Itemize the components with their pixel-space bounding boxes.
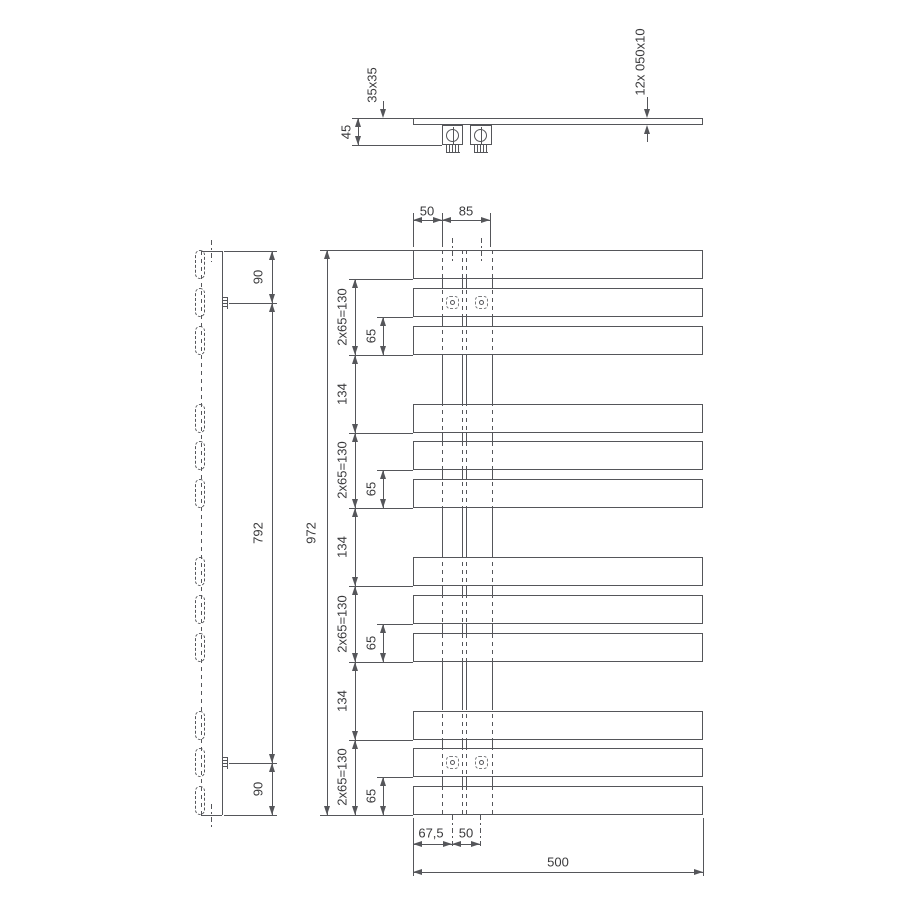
dim-chain-arrow [352,433,358,442]
label-front-bottom-50: 50 [458,825,474,841]
ext-line [377,317,413,318]
dim-chain-arrow [352,662,358,671]
dim-65-arrow [380,499,386,508]
side-thread-nipple [222,757,229,769]
collector-tube-visible-segment [442,470,443,479]
label-chain-2: 2x65=130 [334,441,350,500]
ext-line [349,586,413,587]
dim-chain-line [355,662,356,740]
front-port-circle [479,300,484,305]
collector-tube-visible-segment [466,624,467,633]
dim-65-arrow [380,346,386,355]
side-thread-nipple [222,297,229,309]
label-chain-1: 134 [334,382,350,405]
collector-tube-visible-segment [442,777,443,786]
dim-bottom-arrow [452,841,461,847]
front-flat-bar [413,711,703,740]
ext-line [377,470,413,471]
ext-line [703,818,704,876]
collector-tube-visible-segment [442,279,443,288]
dim-side-90b-arrow [269,763,275,772]
label-front-top-85: 85 [458,203,474,219]
dim-top-line [413,220,490,221]
dim-chain-line [355,508,356,586]
collector-tube-visible-segment [462,433,463,442]
collector-tube-visible-segment [442,433,443,442]
port-centerline [481,238,482,263]
port-centerline [452,238,453,263]
front-flat-bar [413,786,703,815]
collector-tube-visible-segment [462,470,463,479]
ext-line [377,777,413,778]
ext-line [349,355,413,356]
label-tube-size: 35x35 [364,67,379,103]
leader-35x35-arrow [380,109,386,118]
front-port-circle [479,760,484,765]
dim-bottom-arrow [471,841,480,847]
dim-65-arrow [380,653,386,662]
label-front-top-50: 50 [419,203,435,219]
dim-bottom-arrow [413,841,422,847]
label-side-792: 792 [250,522,266,544]
collector-tube-visible-segment [442,317,443,326]
dim-chain-arrow [352,586,358,595]
collector-tube-visible-segment [466,586,467,595]
collector-tube-visible-segment [492,433,493,442]
dim-chain-arrow [352,279,358,288]
label-bar-spec: 12x 050x10 [632,28,648,96]
dim-65-arrow [380,317,386,326]
label-chain-0: 2x65=130 [334,288,350,346]
ext-line-45-bottom [352,145,442,146]
collector-tube-visible-segment [492,470,493,479]
dim-972-arrow [324,250,330,259]
side-collector-right [222,251,223,815]
dim-500-arrow [694,869,703,875]
label-chain-3: 134 [334,536,350,558]
dim-side-792-arrow [269,303,275,312]
dim-chain-arrow [352,653,358,662]
dim-chain-arrow [352,806,358,815]
dim-chain-line [355,355,356,433]
collector-tube-visible-segment [442,740,443,749]
collector-tube-visible-segment [466,740,467,749]
collector-tube-visible-segment [492,740,493,749]
dim-chain-arrow [352,508,358,517]
label-front-500: 500 [547,854,569,869]
collector-tube-visible-segment [462,662,463,711]
collector-tube-visible-segment [442,662,443,711]
dim-972-arrow [324,806,330,815]
dim-side-792-arrow [269,754,275,763]
dim-side-90-arrow [269,251,275,260]
label-side-90-bottom: 90 [250,781,266,797]
top-view-port-centerline [453,127,454,144]
dim-chain-arrow [352,355,358,364]
top-view-thread-nipple [446,145,460,153]
dim-chain-arrow [352,577,358,586]
collector-tube-visible-segment [466,777,467,786]
leader-barspec-arrow [644,125,650,134]
collector-tube-visible-segment [462,508,463,557]
collector-tube-visible-segment [462,317,463,326]
collector-tube-visible-segment [442,355,443,404]
leader-barspec-arrow [644,109,650,118]
collector-tube-visible-segment [466,317,467,326]
front-flat-bar [413,441,703,470]
dim-45-arrow [355,136,361,145]
port-centerline [480,815,481,847]
collector-tube-visible-segment [466,279,467,288]
dim-65-arrow [380,777,386,786]
dim-65-arrow [380,806,386,815]
collector-tube-visible-segment [462,586,463,595]
dim-65-arrow [380,624,386,633]
front-port-circle [450,300,455,305]
label-front-972: 972 [303,522,319,544]
dim-972-line [327,250,328,815]
top-view-flat-bar [413,118,703,125]
ext-line [413,818,414,876]
label-front-675: 67,5 [418,825,444,841]
label-65-3: 65 [363,789,379,804]
front-flat-bar [413,595,703,624]
collector-tube-visible-segment [466,470,467,479]
dim-chain-line [355,586,356,662]
ext-line [349,279,413,280]
label-65-2: 65 [363,635,379,651]
ext-line-972-top [320,250,413,251]
label-65-0: 65 [363,328,379,344]
dim-chain-arrow [352,731,358,740]
label-65-1: 65 [363,482,379,497]
label-side-90-top: 90 [250,269,266,284]
collector-tube-visible-segment [462,279,463,288]
top-view-port-centerline [481,127,482,144]
dim-500-arrow [413,869,422,875]
collector-tube-visible-segment [492,317,493,326]
ext-line [349,662,413,663]
ext-line [490,213,491,247]
collector-tube-visible-segment [492,508,493,557]
dim-bottom-arrow [443,841,452,847]
collector-tube-visible-segment [442,508,443,557]
side-centerline [211,804,212,827]
label-chain-5: 134 [334,689,350,712]
collector-tube-visible-segment [462,777,463,786]
label-chain-6: 2x65=130 [334,748,350,807]
label-depth-45: 45 [338,124,354,139]
dim-chain-arrow [352,740,358,749]
dim-500-line [413,872,703,873]
dim-top-arrow [433,217,442,223]
dim-chain-line [355,279,356,355]
front-flat-bar [413,250,703,279]
collector-tube-visible-segment [462,624,463,633]
dim-chain-arrow [352,346,358,355]
collector-tube-visible-segment [442,624,443,633]
ext-line [349,433,413,434]
collector-tube-visible-segment [462,355,463,404]
dim-side-90b-arrow [269,806,275,815]
ext-line [349,740,413,741]
collector-tube-visible-segment [492,662,493,711]
dim-top-arrow [481,217,490,223]
dim-top-arrow [413,217,422,223]
collector-tube-visible-segment [492,279,493,288]
ext-line [224,815,277,816]
side-collector-left-hidden [201,251,202,815]
collector-tube-visible-segment [466,662,467,711]
collector-tube-visible-segment [492,355,493,404]
dim-chain-arrow [352,499,358,508]
dim-side-792-line [272,303,273,763]
front-flat-bar [413,404,703,433]
collector-tube-visible-segment [442,586,443,595]
collector-tube-visible-segment [466,433,467,442]
ext-line [377,624,413,625]
dim-chain-arrow [352,424,358,433]
front-flat-bar [413,326,703,355]
top-view-thread-nipple [474,145,488,153]
front-flat-bar [413,557,703,586]
dim-chain-line [355,433,356,509]
collector-tube-visible-segment [466,355,467,404]
ext-line-972-bottom [320,815,413,816]
dim-side-90-arrow [269,294,275,303]
collector-tube-visible-segment [462,740,463,749]
collector-tube-visible-segment [492,586,493,595]
front-flat-bar [413,633,703,662]
collector-tube-visible-segment [492,777,493,786]
front-flat-bar [413,479,703,508]
dim-chain-line [355,740,356,816]
ext-line [349,508,413,509]
collector-tube-visible-segment [466,508,467,557]
side-centerline [211,240,212,262]
dim-top-arrow [442,217,451,223]
label-chain-4: 2x65=130 [334,595,350,653]
dim-45-arrow [355,118,361,127]
dim-65-arrow [380,470,386,479]
collector-tube-visible-segment [492,624,493,633]
